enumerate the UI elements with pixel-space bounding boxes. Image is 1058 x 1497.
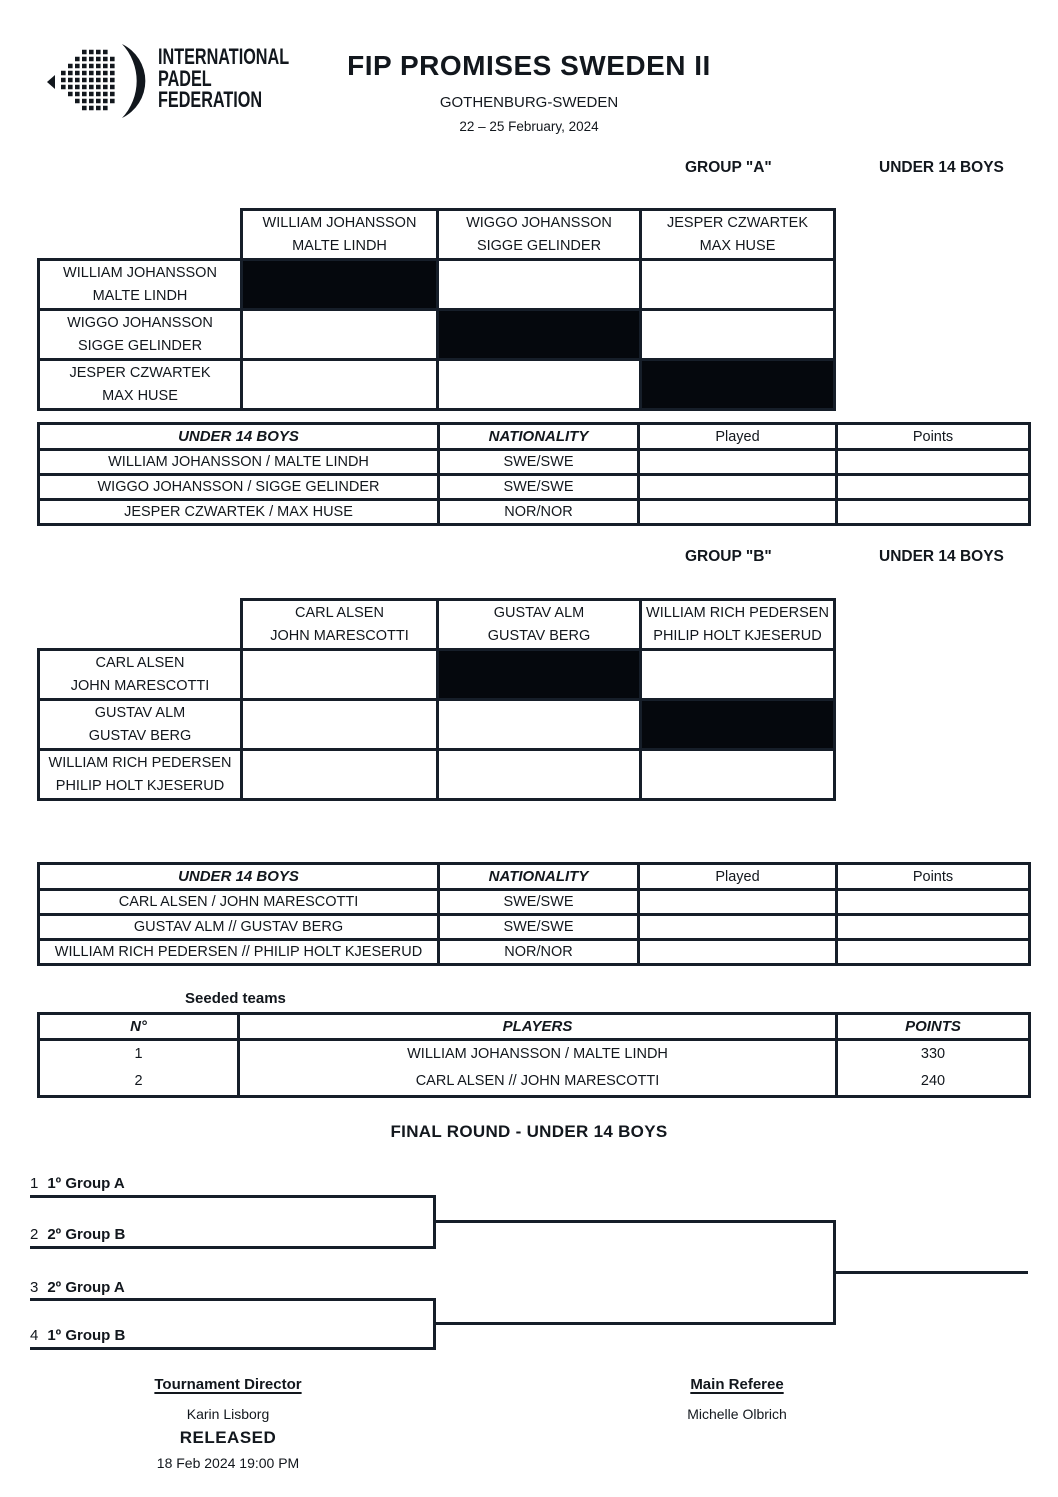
slot-number: 2 (30, 1226, 39, 1243)
col-header-team-2 (438, 210, 641, 260)
match-cell (641, 310, 835, 360)
player-name: PHILIP HOLT KJESERUD (55, 777, 225, 794)
standings-points (837, 500, 1030, 525)
player-name: CARL ALSEN (95, 654, 185, 671)
released-timestamp: 18 Feb 2024 19:00 PM (156, 1455, 300, 1471)
standings-points (837, 475, 1030, 500)
seed-header-points: POINTS (837, 1014, 1030, 1040)
col-header-team-1 (242, 210, 438, 260)
standings-played (639, 890, 837, 915)
logo-line: FEDERATION (158, 87, 263, 112)
player-name: MAX HUSE (699, 237, 776, 254)
grid-corner-cell (39, 600, 242, 650)
seed-header-players: PLAYERS (239, 1014, 837, 1040)
page-title: FIP PROMISES SWEDEN II (347, 50, 711, 81)
standings-nationality: SWE/SWE (439, 475, 639, 500)
row-header-team-1 (39, 260, 242, 310)
player-name: GUSTAV BERG (88, 727, 192, 744)
standings-team: GUSTAV ALM // GUSTAV BERG (39, 915, 439, 940)
group-b-standings (37, 862, 1031, 966)
match-cell (438, 260, 641, 310)
player-name: SIGGE GELINDER (476, 237, 602, 254)
match-cell (641, 260, 835, 310)
group-a-category: UNDER 14 BOYS (879, 159, 1004, 176)
player-name: MAX HUSE (102, 387, 178, 404)
logo-line: PADEL (158, 65, 212, 91)
match-cell (242, 650, 438, 700)
released-status: RELEASED (179, 1428, 277, 1447)
standings-nationality: SWE/SWE (439, 450, 639, 475)
match-cell (242, 360, 438, 410)
bracket-slot-2 (30, 1226, 125, 1243)
bracket-semifinal-line (433, 1322, 836, 1325)
slot-label: 2º Group A (47, 1279, 125, 1296)
player-name: WILLIAM JOHANSSON (262, 214, 417, 231)
player-name: WILLIAM RICH PEDERSEN (646, 604, 829, 621)
standings-points (837, 915, 1030, 940)
col-header-team-3 (641, 600, 835, 650)
standings-nationality: NOR/NOR (439, 500, 639, 525)
row-header-team-2 (39, 310, 242, 360)
standings-played (639, 500, 837, 525)
match-cell-blocked (242, 260, 438, 310)
match-cell-blocked (641, 700, 835, 750)
bracket-slot-line (30, 1298, 436, 1301)
standings-played (639, 475, 837, 500)
player-name: PHILIP HOLT KJESERUD (653, 627, 822, 644)
bracket-slot-line (30, 1246, 436, 1249)
standings-header-category: UNDER 14 BOYS (39, 864, 439, 890)
group-a-standings (37, 422, 1031, 526)
player-name: WIGGO JOHANSSON (67, 314, 213, 331)
slot-number: 3 (30, 1279, 39, 1296)
standings-header-points: Points (837, 864, 1030, 890)
standings-nationality: SWE/SWE (439, 915, 639, 940)
bracket-slot-1 (30, 1175, 125, 1192)
player-name: GUSTAV ALM (493, 604, 585, 621)
match-cell (641, 750, 835, 800)
final-round-title: FINAL ROUND - UNDER 14 BOYS (390, 1122, 668, 1141)
player-name: GUSTAV BERG (487, 627, 591, 644)
seed-header-number: N° (39, 1014, 239, 1040)
slot-label: 1º Group A (47, 1175, 125, 1192)
player-name: WILLIAM JOHANSSON (63, 264, 217, 281)
match-cell-blocked (438, 650, 641, 700)
col-header-team-3 (641, 210, 835, 260)
col-header-team-2 (438, 600, 641, 650)
player-name: CARL ALSEN (295, 604, 384, 621)
match-cell (641, 650, 835, 700)
main-referee-label: Main Referee (690, 1376, 784, 1393)
bracket-slot-4 (30, 1327, 125, 1344)
event-location: GOTHENBURG-SWEDEN (439, 94, 619, 111)
standings-header-nationality: NATIONALITY (439, 864, 639, 890)
match-cell (242, 310, 438, 360)
player-name: GUSTAV ALM (94, 704, 186, 721)
player-name: MALTE LINDH (92, 287, 188, 304)
match-cell (242, 700, 438, 750)
seed-team: CARL ALSEN // JOHN MARESCOTTI (415, 1073, 660, 1089)
player-name: MALTE LINDH (292, 237, 387, 254)
player-name: JOHN MARESCOTTI (270, 627, 409, 644)
event-dates: 22 – 25 February, 2024 (459, 119, 599, 134)
seed-players (239, 1040, 837, 1097)
seed-number: 1 (134, 1046, 143, 1062)
slot-number: 4 (30, 1327, 39, 1344)
standings-header-nationality: NATIONALITY (439, 424, 639, 450)
row-header-team-3 (39, 750, 242, 800)
match-cell-blocked (641, 360, 835, 410)
standings-points (837, 890, 1030, 915)
group-a-match-grid (37, 208, 836, 411)
grid-corner-cell (39, 210, 242, 260)
row-header-team-2 (39, 700, 242, 750)
match-cell (438, 360, 641, 410)
slot-label: 1º Group B (47, 1327, 126, 1344)
bracket-slot-line (30, 1195, 436, 1198)
standings-team: WILLIAM JOHANSSON / MALTE LINDH (39, 450, 439, 475)
match-cell (438, 700, 641, 750)
match-cell-blocked (438, 310, 641, 360)
player-name: JESPER CZWARTEK (69, 364, 211, 381)
standings-header-category: UNDER 14 BOYS (39, 424, 439, 450)
tournament-director-label: Tournament Director (154, 1376, 302, 1393)
bracket-final-line (833, 1271, 1028, 1274)
standings-team: JESPER CZWARTEK / MAX HUSE (39, 500, 439, 525)
seed-point-value: 330 (920, 1046, 946, 1062)
standings-points (837, 450, 1030, 475)
tournament-director-name: Karin Lisborg (186, 1406, 270, 1422)
standings-played (639, 450, 837, 475)
col-header-team-1 (242, 600, 438, 650)
standings-points (837, 940, 1030, 965)
standings-header-points: Points (837, 424, 1030, 450)
bracket-semifinal-line (433, 1220, 836, 1223)
player-name: WILLIAM RICH PEDERSEN (48, 754, 232, 771)
logo-line: INTERNATIONAL (158, 44, 290, 69)
standings-team: CARL ALSEN / JOHN MARESCOTTI (39, 890, 439, 915)
standings-team: WILLIAM RICH PEDERSEN // PHILIP HOLT KJESERUD (39, 940, 439, 965)
slot-label: 2º Group B (47, 1226, 126, 1243)
player-name: JOHN MARESCOTTI (70, 677, 210, 694)
player-name: WIGGO JOHANSSON (466, 214, 612, 231)
seed-numbers (39, 1040, 239, 1097)
seed-points (837, 1040, 1030, 1097)
player-name: SIGGE GELINDER (77, 337, 203, 354)
match-cell (242, 750, 438, 800)
seeded-teams-label: Seeded teams (185, 990, 286, 1007)
standings-played (639, 915, 837, 940)
bracket-slot-line (30, 1347, 436, 1350)
slot-number: 1 (30, 1175, 39, 1192)
seed-number: 2 (134, 1073, 143, 1089)
row-header-team-1 (39, 650, 242, 700)
tournament-director-block (78, 1376, 378, 1471)
main-referee-name: Michelle Olbrich (687, 1406, 787, 1422)
seeded-teams-table (37, 1012, 1031, 1098)
standings-team: WIGGO JOHANSSON / SIGGE GELINDER (39, 475, 439, 500)
standings-played (639, 940, 837, 965)
bracket-slot-3 (30, 1279, 125, 1296)
standings-header-played: Played (639, 864, 837, 890)
seed-team: WILLIAM JOHANSSON / MALTE LINDH (407, 1046, 668, 1062)
group-a-label: GROUP "A" (685, 159, 772, 176)
player-name: JESPER CZWARTEK (667, 214, 808, 231)
seed-point-value: 240 (920, 1073, 946, 1089)
main-referee-block (587, 1376, 887, 1422)
group-b-label: GROUP "B" (685, 548, 772, 565)
match-cell (438, 750, 641, 800)
group-b-category: UNDER 14 BOYS (879, 548, 1004, 565)
standings-header-played: Played (639, 424, 837, 450)
standings-nationality: NOR/NOR (439, 940, 639, 965)
row-header-team-3 (39, 360, 242, 410)
standings-nationality: SWE/SWE (439, 890, 639, 915)
group-b-match-grid (37, 598, 836, 801)
